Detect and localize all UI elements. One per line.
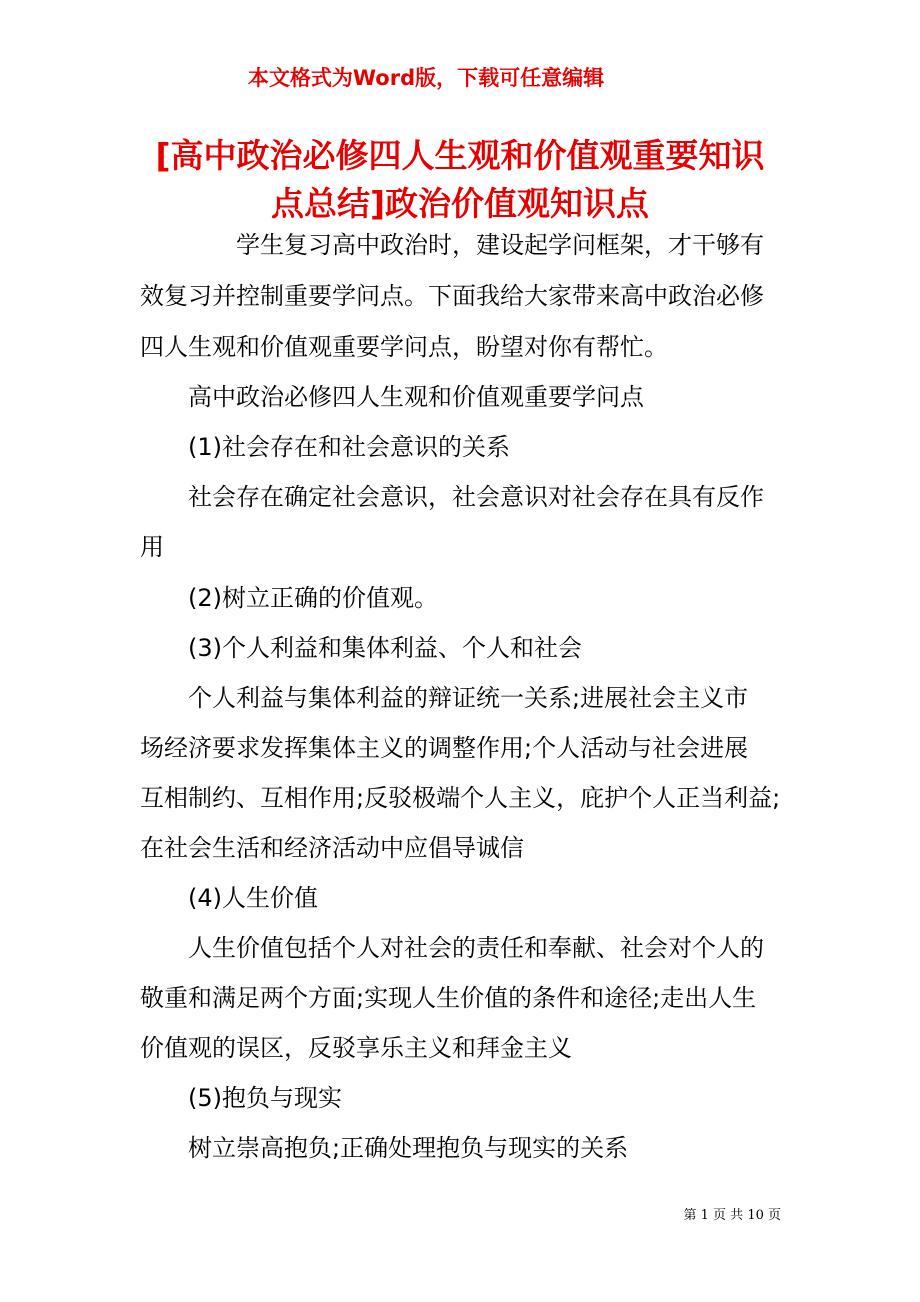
document-title: [高中政治必修四人生观和价值观重要知识点总结]政治价值观知识点 (155, 136, 765, 223)
paragraph-line: 学生复习高中政治时，建设起学问框架，才干够有 (236, 231, 764, 259)
section-heading: (4)人生价值 (188, 884, 318, 912)
paragraph-line: 价值观的误区，反驳享乐主义和拜金主义 (140, 1034, 572, 1062)
paragraph-line: 人生价值包括个人对社会的责任和奉献、社会对个人的 (188, 934, 764, 962)
paragraph-line: 效复习并控制重要学问点。下面我给大家带来高中政治必修 (140, 282, 764, 310)
section-heading: (1)社会存在和社会意识的关系 (188, 433, 510, 461)
paragraph-line: 在社会生活和经济活动中应倡导诚信 (140, 834, 524, 862)
section-heading: (5)抱负与现实 (188, 1084, 342, 1112)
paragraph-line: 用 (140, 533, 164, 561)
paragraph-line: 树立崇高抱负;正确处理抱负与现实的关系 (188, 1134, 629, 1162)
download-banner: 本文格式为Word版，下载可任意编辑 (247, 66, 605, 90)
page-number: 第 1 页 共 10 页 (683, 1208, 781, 1223)
section-heading: (2)树立正确的价值观。 (188, 584, 438, 612)
paragraph-line: 互相制约、互相作用;反驳极端个人主义，庇护个人正当利益; (140, 784, 781, 812)
paragraph-line: 四人生观和价值观重要学问点，盼望对你有帮忙。 (140, 333, 668, 361)
section-heading: (3)个人利益和集体利益、个人和社会 (188, 634, 582, 662)
paragraph-line: 个人利益与集体利益的辩证统一关系;进展社会主义市 (188, 684, 749, 712)
paragraph-line: 场经济要求发挥集体主义的调整作用;个人活动与社会进展 (140, 734, 749, 762)
paragraph-line: 社会存在确定社会意识，社会意识对社会存在具有反作 (188, 483, 764, 511)
paragraph-line: 敬重和满足两个方面;实现人生价值的条件和途径;走出人生 (140, 984, 757, 1012)
section-heading: 高中政治必修四人生观和价值观重要学问点 (188, 383, 644, 411)
